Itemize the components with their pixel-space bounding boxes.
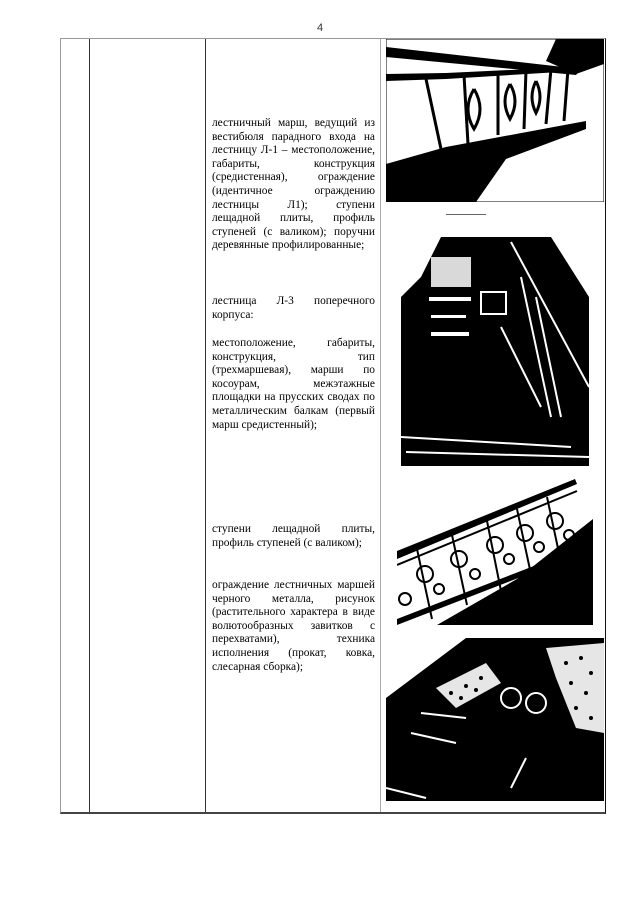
photo-staircase-l3	[401, 237, 589, 466]
description-steps-slab: ступени лещадной плиты, профиль ступеней (с валиком);	[212, 523, 375, 549]
page-number: 4	[316, 22, 324, 34]
heritage-object-table	[60, 38, 606, 814]
scan-artifact	[446, 214, 486, 215]
column-divider-3	[380, 39, 381, 812]
description-staircase-l3-details: местоположение, габариты, конструкция, тип (трехмаршевая), марши по косоурам, межэтажные площадки на прусских сводах по металлическим балкам (первый марш средистенный);	[212, 337, 375, 431]
description-railing-metal: ограждение лестничных маршей черного металла, рисунок (растительного характера в виде волютообразных завитков с перехватами), техника исполнения (прокат, ковка, слесарная сборка);	[212, 579, 375, 673]
description-stair-flight-vestibule: лестничный марш, ведущий из вестибюля парадного входа на лестницу Л-1 – местоположение, габариты, конструкция (средистенная), ограждение (идентичное ограждению лестницы Л1); ступени лещадной плиты, профиль ступеней (с валиком); поручни деревянные профилированные;	[212, 117, 375, 252]
description-staircase-l3-title: лестница Л-3 поперечного корпуса:	[212, 295, 375, 321]
column-divider-2	[205, 39, 206, 812]
photo-stair-landing	[386, 638, 604, 801]
column-divider-1	[89, 39, 90, 812]
photo-railing-scrolls	[397, 479, 593, 625]
photo-railing-vestibule	[386, 39, 604, 202]
